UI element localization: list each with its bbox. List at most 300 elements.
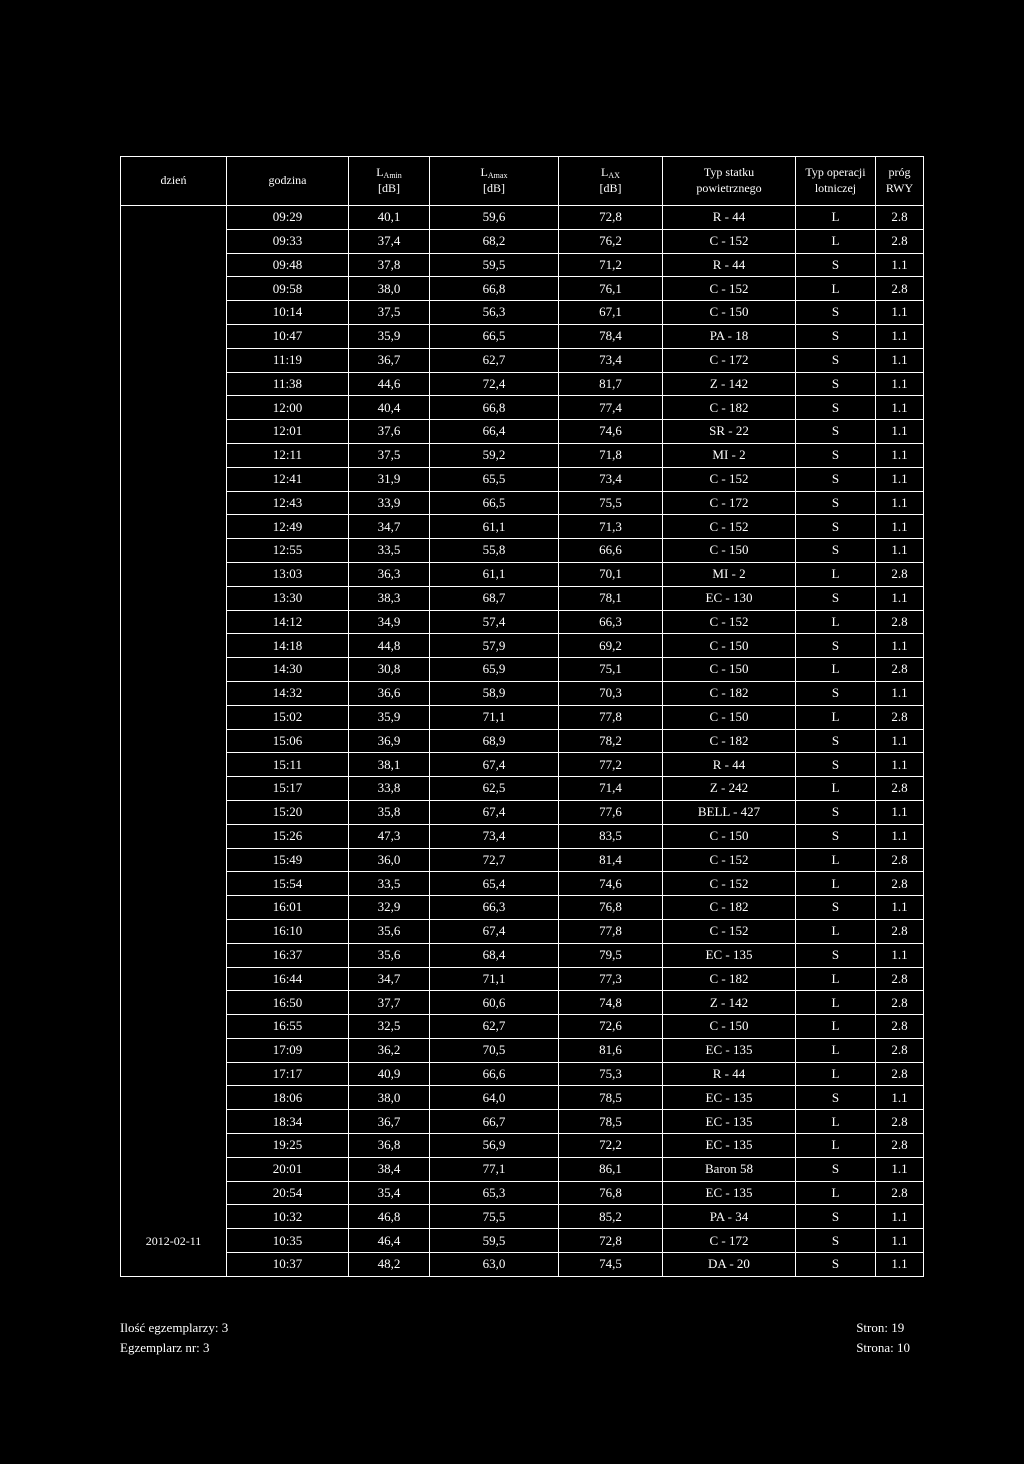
operation-cell: S	[796, 586, 876, 610]
lamax-cell: 59,5	[430, 1229, 559, 1253]
operation-cell: S	[796, 729, 876, 753]
table-row	[121, 348, 924, 372]
lax-cell: 66,3	[559, 610, 663, 634]
lamin-cell: 34,9	[349, 610, 430, 634]
lamax-cell: 56,3	[430, 301, 559, 325]
operation-cell: L	[796, 991, 876, 1015]
lamax-cell: 65,4	[430, 872, 559, 896]
aircraft-cell: C - 152	[663, 872, 796, 896]
lamin-cell: 33,5	[349, 539, 430, 563]
lamin-cell: 36,7	[349, 348, 430, 372]
lamax-cell: 66,8	[430, 396, 559, 420]
rwy-cell: 2.8	[876, 848, 924, 872]
page-current: Strona: 10	[856, 1340, 910, 1355]
lax-cell: 77,2	[559, 753, 663, 777]
time-cell: 09:48	[227, 253, 349, 277]
table-body	[121, 206, 924, 1277]
time-cell: 15:20	[227, 800, 349, 824]
lamax-cell: 57,4	[430, 610, 559, 634]
time-cell: 19:25	[227, 1134, 349, 1158]
lamax-cell: 66,5	[430, 491, 559, 515]
time-cell: 14:12	[227, 610, 349, 634]
header-aircraft-type: Typ statku powietrznego	[663, 157, 796, 206]
lamin-cell: 40,1	[349, 206, 430, 230]
operation-cell: S	[796, 800, 876, 824]
aircraft-cell: R - 44	[663, 1062, 796, 1086]
table-row	[121, 1253, 924, 1277]
table-row	[121, 634, 924, 658]
time-cell: 17:17	[227, 1062, 349, 1086]
aircraft-cell: EC - 135	[663, 1110, 796, 1134]
aircraft-cell: C - 152	[663, 229, 796, 253]
lamin-cell: 38,3	[349, 586, 430, 610]
time-cell: 16:10	[227, 919, 349, 943]
lamax-cell: 70,5	[430, 1038, 559, 1062]
operation-cell: L	[796, 658, 876, 682]
table-row	[121, 206, 924, 230]
aircraft-cell: Z - 242	[663, 777, 796, 801]
lamin-cell: 35,6	[349, 943, 430, 967]
operation-cell: L	[796, 610, 876, 634]
lamax-cell: 56,9	[430, 1134, 559, 1158]
time-cell: 15:49	[227, 848, 349, 872]
table-row	[121, 420, 924, 444]
lax-cell: 71,2	[559, 253, 663, 277]
aircraft-cell: EC - 135	[663, 1181, 796, 1205]
operation-cell: S	[796, 681, 876, 705]
aircraft-cell: C - 150	[663, 658, 796, 682]
table-row	[121, 1038, 924, 1062]
aircraft-cell: C - 150	[663, 705, 796, 729]
lax-cell: 74,6	[559, 872, 663, 896]
aircraft-cell: Z - 142	[663, 372, 796, 396]
time-cell: 12:41	[227, 467, 349, 491]
lax-cell: 78,5	[559, 1086, 663, 1110]
table-row	[121, 705, 924, 729]
aircraft-cell: C - 152	[663, 467, 796, 491]
time-cell: 11:38	[227, 372, 349, 396]
operation-cell: L	[796, 206, 876, 230]
table-row	[121, 467, 924, 491]
table-row	[121, 1134, 924, 1158]
lamax-cell: 73,4	[430, 824, 559, 848]
lamax-cell: 71,1	[430, 967, 559, 991]
table-row	[121, 1110, 924, 1134]
lamax-cell: 77,1	[430, 1157, 559, 1181]
lamin-cell: 30,8	[349, 658, 430, 682]
lax-cell: 78,4	[559, 324, 663, 348]
aircraft-cell: C - 182	[663, 729, 796, 753]
table-header-row	[121, 157, 924, 206]
lax-cell: 70,1	[559, 562, 663, 586]
aircraft-cell: EC - 135	[663, 943, 796, 967]
lamax-cell: 62,7	[430, 348, 559, 372]
lamin-cell: 32,5	[349, 1015, 430, 1039]
table-row	[121, 824, 924, 848]
operation-cell: S	[796, 1086, 876, 1110]
lamin-cell: 40,9	[349, 1062, 430, 1086]
lamax-cell: 66,7	[430, 1110, 559, 1134]
lamax-cell: 68,7	[430, 586, 559, 610]
lamax-cell: 62,7	[430, 1015, 559, 1039]
lamax-cell: 65,9	[430, 658, 559, 682]
rwy-cell: 1.1	[876, 491, 924, 515]
lax-cell: 70,3	[559, 681, 663, 705]
operation-cell: L	[796, 967, 876, 991]
lamin-cell: 35,4	[349, 1181, 430, 1205]
operation-cell: L	[796, 848, 876, 872]
lax-cell: 81,4	[559, 848, 663, 872]
lax-cell: 75,1	[559, 658, 663, 682]
table-row	[121, 1086, 924, 1110]
lax-cell: 77,8	[559, 919, 663, 943]
table-row	[121, 800, 924, 824]
time-cell: 09:29	[227, 206, 349, 230]
lamax-cell: 59,6	[430, 206, 559, 230]
rwy-cell: 1.1	[876, 1205, 924, 1229]
lax-cell: 76,1	[559, 277, 663, 301]
time-cell: 16:01	[227, 896, 349, 920]
operation-cell: L	[796, 1038, 876, 1062]
time-cell: 12:43	[227, 491, 349, 515]
date-cell: 2012-02-11	[121, 206, 227, 1277]
aircraft-cell: C - 150	[663, 824, 796, 848]
lamin-cell: 33,9	[349, 491, 430, 515]
lax-cell: 83,5	[559, 824, 663, 848]
header-lamax: $L_{Amax}$ [dB]	[430, 157, 559, 206]
rwy-cell: 2.8	[876, 967, 924, 991]
rwy-cell: 2.8	[876, 562, 924, 586]
aircraft-cell: C - 182	[663, 681, 796, 705]
lamax-cell: 64,0	[430, 1086, 559, 1110]
lax-cell: 85,2	[559, 1205, 663, 1229]
aircraft-cell: C - 152	[663, 919, 796, 943]
aircraft-cell: MI - 2	[663, 443, 796, 467]
lamin-cell: 37,4	[349, 229, 430, 253]
table-row	[121, 253, 924, 277]
table-row	[121, 1205, 924, 1229]
rwy-cell: 2.8	[876, 872, 924, 896]
operation-cell: L	[796, 705, 876, 729]
rwy-cell: 2.8	[876, 1134, 924, 1158]
time-cell: 16:37	[227, 943, 349, 967]
rwy-cell: 2.8	[876, 229, 924, 253]
lax-cell: 77,6	[559, 800, 663, 824]
table-row	[121, 443, 924, 467]
header-date: dzień	[121, 157, 227, 206]
lamax-cell: 58,9	[430, 681, 559, 705]
lamin-cell: 38,1	[349, 753, 430, 777]
table-row	[121, 515, 924, 539]
lamax-cell: 67,4	[430, 753, 559, 777]
operation-cell: L	[796, 229, 876, 253]
operation-cell: S	[796, 634, 876, 658]
table-row	[121, 1157, 924, 1181]
aircraft-cell: C - 150	[663, 539, 796, 563]
lamax-cell: 72,4	[430, 372, 559, 396]
time-cell: 12:55	[227, 539, 349, 563]
table-row	[121, 301, 924, 325]
lax-cell: 79,5	[559, 943, 663, 967]
rwy-cell: 1.1	[876, 420, 924, 444]
table-row	[121, 229, 924, 253]
lamin-cell: 34,7	[349, 967, 430, 991]
table-row	[121, 396, 924, 420]
table-row	[121, 872, 924, 896]
lamax-cell: 68,4	[430, 943, 559, 967]
aircraft-cell: C - 172	[663, 491, 796, 515]
time-cell: 18:06	[227, 1086, 349, 1110]
lamax-cell: 65,5	[430, 467, 559, 491]
lax-cell: 72,6	[559, 1015, 663, 1039]
lamin-cell: 37,7	[349, 991, 430, 1015]
header-lax: $L_{AX}$ [dB]	[559, 157, 663, 206]
aircraft-cell: PA - 18	[663, 324, 796, 348]
lax-cell: 76,8	[559, 896, 663, 920]
time-cell: 15:54	[227, 872, 349, 896]
lamin-cell: 38,0	[349, 277, 430, 301]
rwy-cell: 2.8	[876, 1110, 924, 1134]
lax-cell: 74,6	[559, 420, 663, 444]
operation-cell: S	[796, 824, 876, 848]
aircraft-cell: C - 150	[663, 301, 796, 325]
rwy-cell: 1.1	[876, 729, 924, 753]
rwy-cell: 1.1	[876, 943, 924, 967]
lax-cell: 73,4	[559, 348, 663, 372]
aircraft-cell: C - 172	[663, 348, 796, 372]
aircraft-cell: C - 182	[663, 396, 796, 420]
lamax-cell: 66,4	[430, 420, 559, 444]
lamax-cell: 68,2	[430, 229, 559, 253]
lamin-cell: 36,6	[349, 681, 430, 705]
aircraft-cell: Z - 142	[663, 991, 796, 1015]
operation-cell: S	[796, 1229, 876, 1253]
time-cell: 13:03	[227, 562, 349, 586]
table-row	[121, 324, 924, 348]
aircraft-cell: Baron 58	[663, 1157, 796, 1181]
lax-cell: 76,8	[559, 1181, 663, 1205]
lax-cell: 78,1	[559, 586, 663, 610]
time-cell: 16:50	[227, 991, 349, 1015]
table-row	[121, 777, 924, 801]
rwy-cell: 1.1	[876, 443, 924, 467]
table-row	[121, 967, 924, 991]
lamax-cell: 68,9	[430, 729, 559, 753]
operation-cell: S	[796, 420, 876, 444]
rwy-cell: 1.1	[876, 681, 924, 705]
lamax-cell: 57,9	[430, 634, 559, 658]
lamax-cell: 71,1	[430, 705, 559, 729]
rwy-cell: 1.1	[876, 539, 924, 563]
time-cell: 11:19	[227, 348, 349, 372]
table-row	[121, 1229, 924, 1253]
aircraft-cell: R - 44	[663, 206, 796, 230]
time-cell: 18:34	[227, 1110, 349, 1134]
lamax-cell: 72,7	[430, 848, 559, 872]
time-cell: 20:54	[227, 1181, 349, 1205]
time-cell: 17:09	[227, 1038, 349, 1062]
time-cell: 15:06	[227, 729, 349, 753]
table-row	[121, 539, 924, 563]
lamax-cell: 59,5	[430, 253, 559, 277]
rwy-cell: 1.1	[876, 1253, 924, 1277]
aircraft-cell: R - 44	[663, 753, 796, 777]
lamin-cell: 40,4	[349, 396, 430, 420]
lamax-cell: 62,5	[430, 777, 559, 801]
rwy-cell: 1.1	[876, 824, 924, 848]
rwy-cell: 2.8	[876, 777, 924, 801]
aircraft-cell: C - 152	[663, 277, 796, 301]
header-threshold-rwy: próg RWY	[876, 157, 924, 206]
time-cell: 15:17	[227, 777, 349, 801]
lamin-cell: 46,4	[349, 1229, 430, 1253]
lax-cell: 73,4	[559, 467, 663, 491]
copy-number: Egzemplarz nr: 3	[120, 1340, 210, 1355]
aircraft-cell: R - 44	[663, 253, 796, 277]
measurement-table	[120, 156, 924, 1277]
operation-cell: L	[796, 1062, 876, 1086]
lamin-cell: 36,9	[349, 729, 430, 753]
rwy-cell: 2.8	[876, 658, 924, 682]
lamin-cell: 38,4	[349, 1157, 430, 1181]
rwy-cell: 2.8	[876, 1181, 924, 1205]
aircraft-cell: EC - 135	[663, 1038, 796, 1062]
lamax-cell: 59,2	[430, 443, 559, 467]
lamin-cell: 31,9	[349, 467, 430, 491]
table-row	[121, 1015, 924, 1039]
rwy-cell: 1.1	[876, 800, 924, 824]
time-cell: 14:18	[227, 634, 349, 658]
lamin-cell: 35,6	[349, 919, 430, 943]
lax-cell: 78,2	[559, 729, 663, 753]
footer-page-info	[856, 1318, 910, 1358]
lax-cell: 71,4	[559, 777, 663, 801]
time-cell: 10:37	[227, 1253, 349, 1277]
operation-cell: L	[796, 277, 876, 301]
lamin-cell: 44,6	[349, 372, 430, 396]
aircraft-cell: C - 150	[663, 1015, 796, 1039]
time-cell: 12:00	[227, 396, 349, 420]
rwy-cell: 1.1	[876, 348, 924, 372]
operation-cell: S	[796, 396, 876, 420]
time-cell: 09:58	[227, 277, 349, 301]
operation-cell: L	[796, 777, 876, 801]
aircraft-cell: EC - 135	[663, 1134, 796, 1158]
aircraft-cell: C - 172	[663, 1229, 796, 1253]
rwy-cell: 2.8	[876, 610, 924, 634]
time-cell: 09:33	[227, 229, 349, 253]
header-time: godzina	[227, 157, 349, 206]
rwy-cell: 1.1	[876, 396, 924, 420]
lax-cell: 81,6	[559, 1038, 663, 1062]
operation-cell: S	[796, 324, 876, 348]
operation-cell: L	[796, 1181, 876, 1205]
lax-cell: 75,5	[559, 491, 663, 515]
rwy-cell: 2.8	[876, 705, 924, 729]
lamax-cell: 66,3	[430, 896, 559, 920]
operation-cell: S	[796, 896, 876, 920]
table-row	[121, 658, 924, 682]
aircraft-cell: C - 152	[663, 515, 796, 539]
lamin-cell: 37,5	[349, 443, 430, 467]
time-cell: 10:35	[227, 1229, 349, 1253]
table-row	[121, 753, 924, 777]
operation-cell: L	[796, 872, 876, 896]
lax-cell: 66,6	[559, 539, 663, 563]
lamax-cell: 67,4	[430, 800, 559, 824]
lamin-cell: 36,0	[349, 848, 430, 872]
measurement-table-wrapper	[120, 156, 923, 1277]
lamax-cell: 63,0	[430, 1253, 559, 1277]
table-row	[121, 991, 924, 1015]
table-row	[121, 562, 924, 586]
lamin-cell: 36,7	[349, 1110, 430, 1134]
rwy-cell: 1.1	[876, 324, 924, 348]
lamin-cell: 37,6	[349, 420, 430, 444]
operation-cell: L	[796, 1110, 876, 1134]
lamin-cell: 36,3	[349, 562, 430, 586]
lax-cell: 72,8	[559, 1229, 663, 1253]
lax-cell: 78,5	[559, 1110, 663, 1134]
lamin-cell: 35,8	[349, 800, 430, 824]
operation-cell: S	[796, 753, 876, 777]
aircraft-cell: C - 182	[663, 967, 796, 991]
table-row	[121, 848, 924, 872]
time-cell: 10:14	[227, 301, 349, 325]
aircraft-cell: EC - 135	[663, 1086, 796, 1110]
lamax-cell: 67,4	[430, 919, 559, 943]
rwy-cell: 2.8	[876, 919, 924, 943]
rwy-cell: 1.1	[876, 753, 924, 777]
lax-cell: 71,3	[559, 515, 663, 539]
lamin-cell: 33,5	[349, 872, 430, 896]
lax-cell: 76,2	[559, 229, 663, 253]
time-cell: 15:02	[227, 705, 349, 729]
rwy-cell: 1.1	[876, 1086, 924, 1110]
copies-count: Ilość egzemplarzy: 3	[120, 1320, 229, 1335]
aircraft-cell: PA - 34	[663, 1205, 796, 1229]
aircraft-cell: C - 152	[663, 610, 796, 634]
time-cell: 12:11	[227, 443, 349, 467]
lax-cell: 69,2	[559, 634, 663, 658]
time-cell: 20:01	[227, 1157, 349, 1181]
rwy-cell: 1.1	[876, 1157, 924, 1181]
lax-cell: 72,2	[559, 1134, 663, 1158]
table-row	[121, 277, 924, 301]
rwy-cell: 1.1	[876, 515, 924, 539]
lamax-cell: 66,5	[430, 324, 559, 348]
lax-cell: 67,1	[559, 301, 663, 325]
aircraft-cell: C - 182	[663, 896, 796, 920]
footer-copy-info	[120, 1318, 228, 1358]
time-cell: 15:26	[227, 824, 349, 848]
rwy-cell: 2.8	[876, 277, 924, 301]
operation-cell: L	[796, 919, 876, 943]
lamin-cell: 44,8	[349, 634, 430, 658]
operation-cell: S	[796, 515, 876, 539]
aircraft-cell: SR - 22	[663, 420, 796, 444]
aircraft-cell: BELL - 427	[663, 800, 796, 824]
rwy-cell: 2.8	[876, 1062, 924, 1086]
operation-cell: S	[796, 253, 876, 277]
lamin-cell: 32,9	[349, 896, 430, 920]
aircraft-cell: DA - 20	[663, 1253, 796, 1277]
table-row	[121, 1062, 924, 1086]
rwy-cell: 2.8	[876, 991, 924, 1015]
rwy-cell: 1.1	[876, 634, 924, 658]
lamax-cell: 75,5	[430, 1205, 559, 1229]
operation-cell: S	[796, 539, 876, 563]
